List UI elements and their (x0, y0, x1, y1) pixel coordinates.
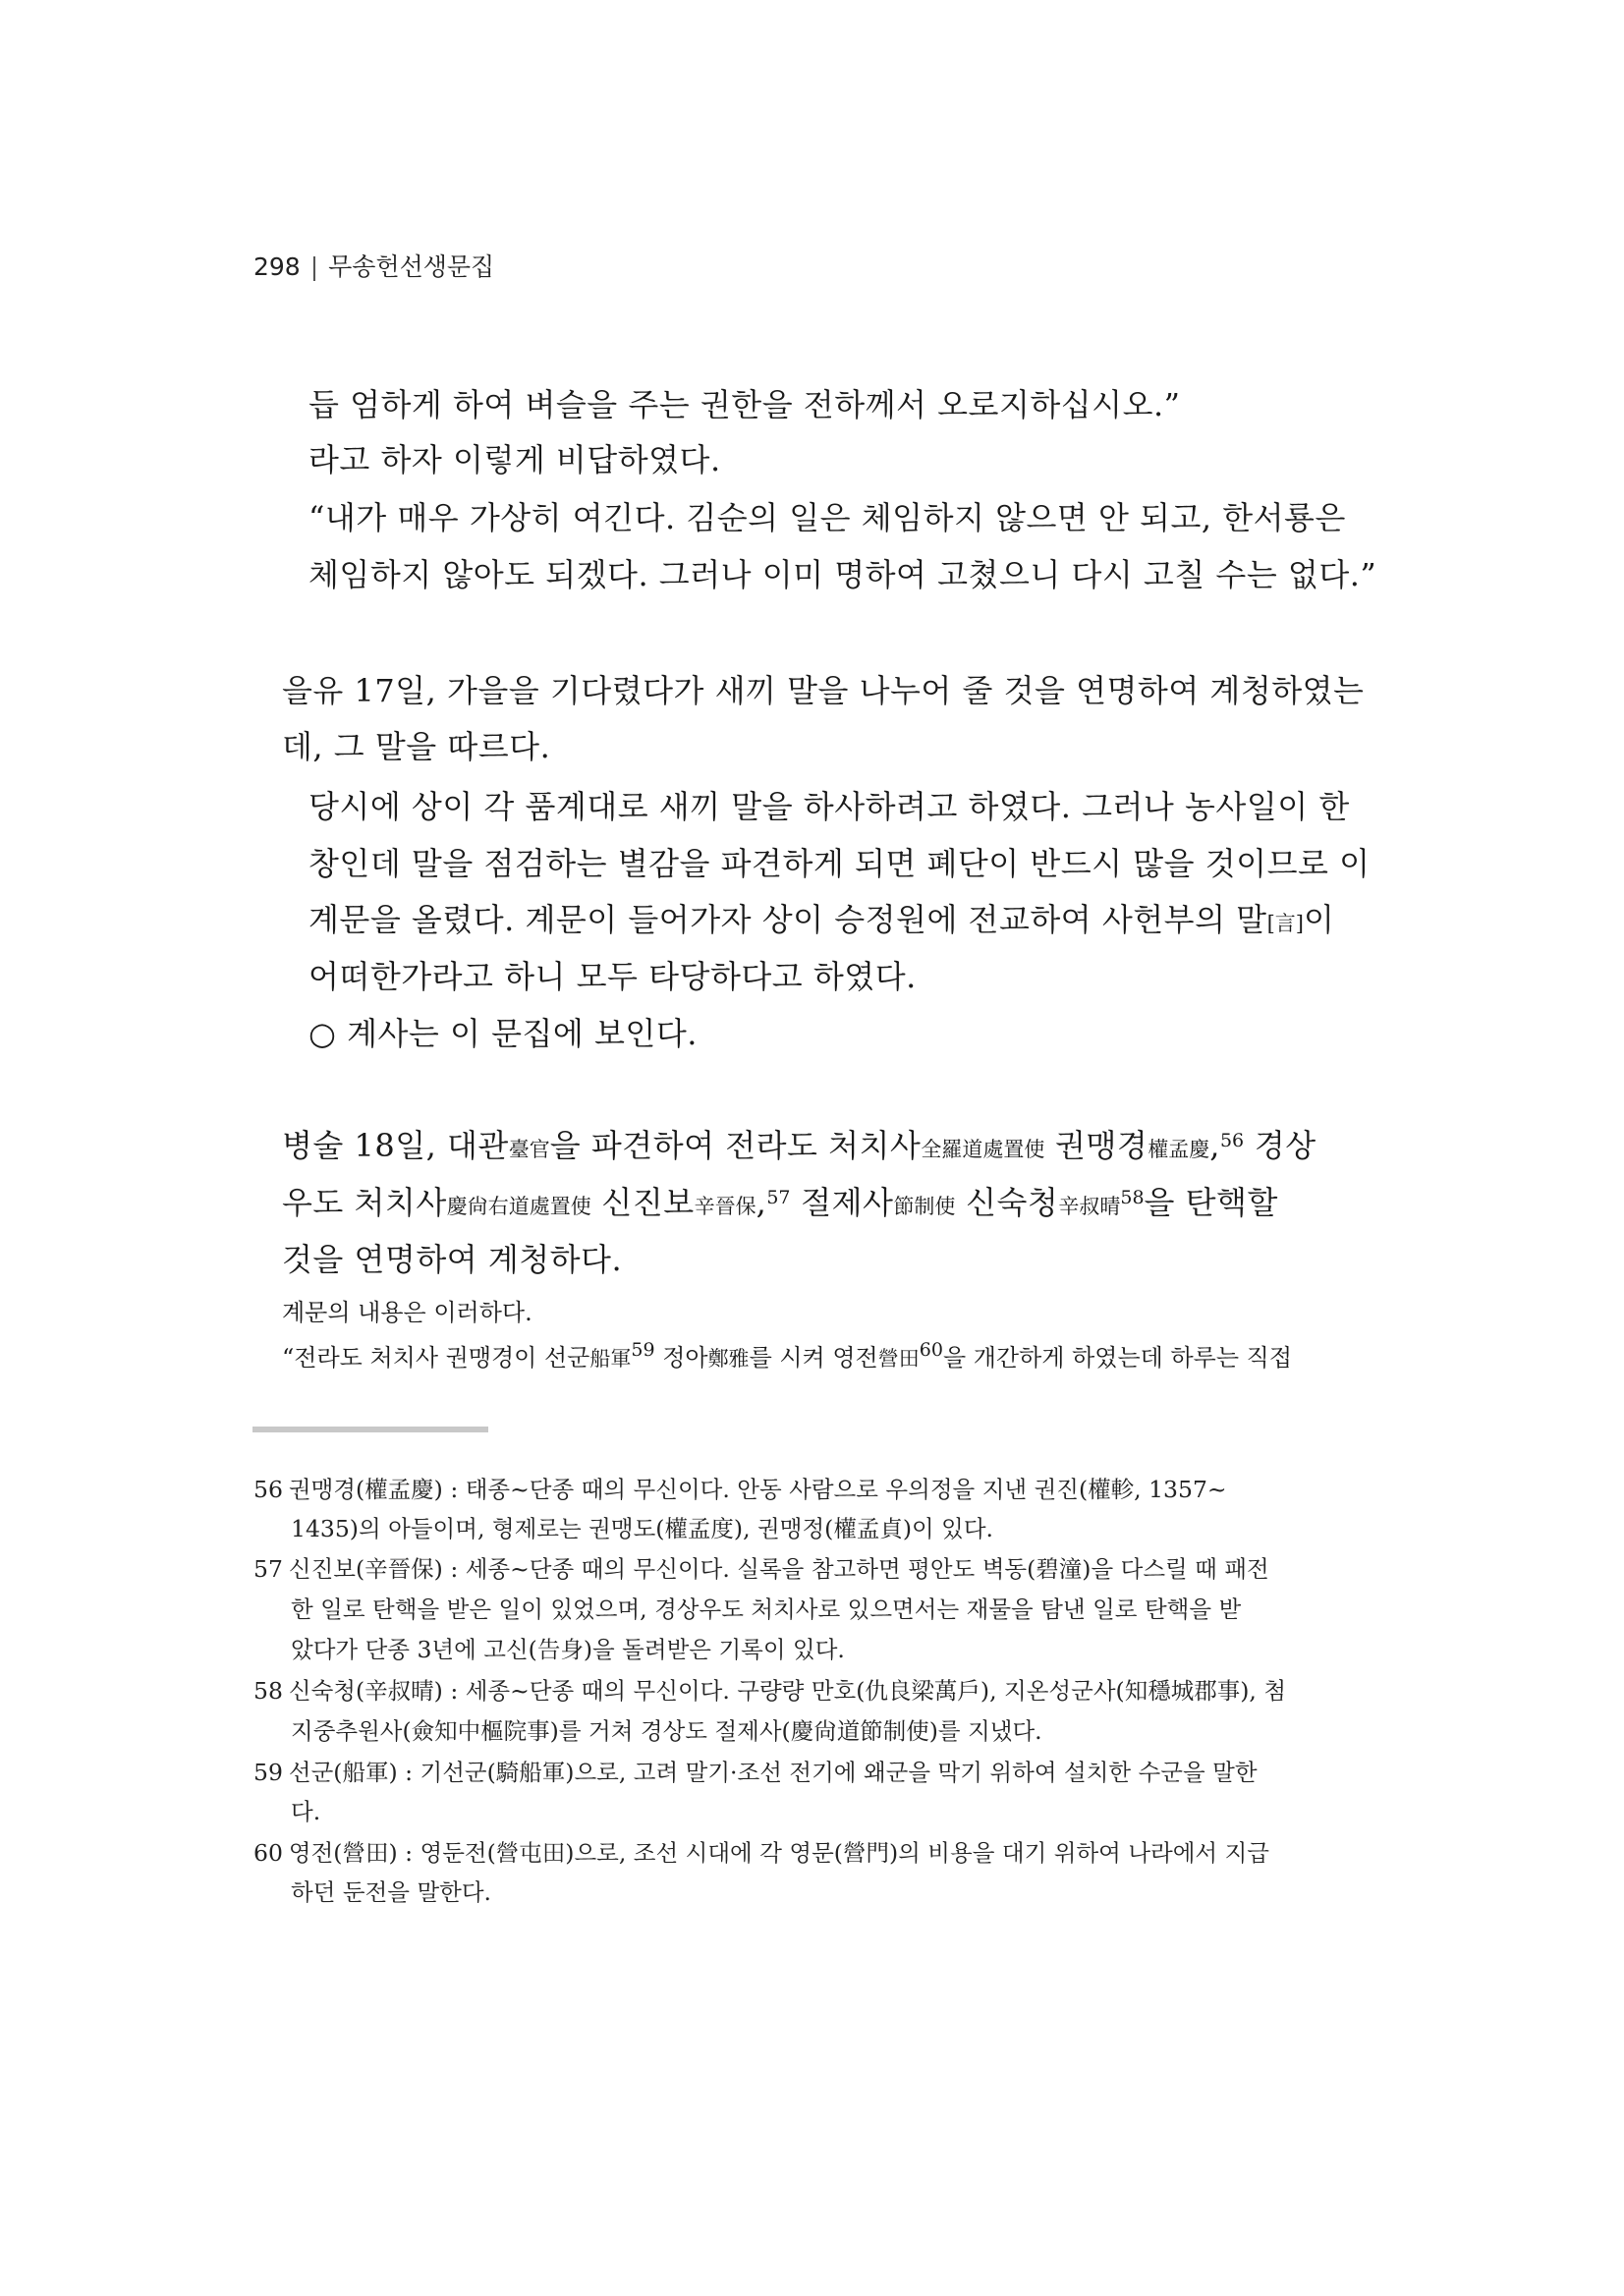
footnote-text: 신진보(辛晉保) : 세종~단종 때의 무신이다. 실록을 참고하면 평안도 벽동(碧潼)을 다스릴 때 패전 (288, 1555, 1269, 1583)
footnote-number: 56 (253, 1476, 283, 1503)
footnote-number: 59 (253, 1759, 283, 1786)
footnote-text: 다. (291, 1798, 321, 1825)
memorial-intro: 계문의 내용은 이러하다. (282, 1299, 532, 1326)
footnote-text: 선군(船軍) : 기선군(騎船軍)으로, 고려 말기·조선 전기에 왜군을 막기 위하여 설치한 수군을 말한 (288, 1759, 1258, 1786)
entry-detail-line: 창인데 말을 점검하는 별감을 파견하게 되면 폐단이 반드시 많을 것이므로 이 (308, 845, 1371, 882)
body-line: 듭 엄하게 하여 벼슬을 주는 권한을 전하께서 오로지하십시오.” (308, 386, 1181, 423)
entry-detail-line: 당시에 상이 각 품계대로 새끼 말을 하사하려고 하였다. 그러나 농사일이 한 (308, 788, 1350, 825)
footnote-marker[interactable]: 58 (1120, 1187, 1145, 1208)
entry-heading-line: 병술 18일, 대관臺官을 파견하여 전라도 처치사全羅道處置使 권맹경權孟慶,$^{56}$ 경상 (282, 1127, 1316, 1164)
footnote-text: 았다가 단종 3년에 고신(告身)을 돌려받은 기록이 있다. (291, 1636, 845, 1663)
body-line: “내가 매우 가상히 여긴다. 김순의 일은 체임하지 않으면 안 되고, 한서룡은 (308, 499, 1346, 536)
footnote-divider (252, 1427, 488, 1432)
hanja-gloss: 全羅道處置使 (921, 1138, 1045, 1161)
entry-heading-line: 데, 그 말을 따르다. (282, 728, 551, 765)
hanja-gloss: 節制使 (893, 1195, 956, 1218)
footnote-56 (253, 1471, 1227, 1504)
hanja-gloss: 營田 (877, 1347, 920, 1371)
footnote-marker[interactable]: 56 (1219, 1130, 1245, 1151)
body-line: 체임하지 않아도 되겠다. 그러나 이미 명하여 고쳤으니 다시 고칠 수는 없다.” (308, 556, 1377, 593)
entry-heading-line: 우도 처치사慶尙右道處置使 신진보辛晉保,$^{57}$ 절제사節制使 신숙청辛叔晴$^{58}$을 탄핵할 (282, 1184, 1278, 1221)
footnote-text: 1435)의 아들이며, 형제로는 권맹도(權孟度), 권맹정(權孟貞)이 있다. (291, 1515, 994, 1542)
entry-heading-line: 을유 17일, 가을을 기다렸다가 새끼 말을 나누어 줄 것을 연명하여 계청하였는 (282, 672, 1365, 709)
hanja-gloss: 權孟慶 (1148, 1138, 1210, 1161)
hanja-gloss: [言] (1266, 912, 1304, 935)
footnote-text: 영전(營田) : 영둔전(營屯田)으로, 조선 시대에 각 영문(營門)의 비용을 대기 위하여 나라에서 지급 (288, 1839, 1270, 1867)
footnote-58 (253, 1672, 1286, 1706)
hanja-gloss: 鄭雅 (707, 1347, 750, 1371)
entry-detail-line: 계문을 올렸다. 계문이 들어가자 상이 승정원에 전교하여 사헌부의 말[言]이 (308, 901, 1335, 938)
hanja-gloss: 慶尙右道處置使 (446, 1195, 591, 1218)
book-title: 무송헌선생문집 (328, 252, 495, 281)
footnote-number: 60 (253, 1839, 283, 1867)
footnote-number: 57 (253, 1555, 283, 1583)
footnote-marker[interactable]: 57 (766, 1187, 791, 1208)
footnote-59 (253, 1754, 1258, 1787)
hanja-gloss: 辛叔晴 (1058, 1195, 1121, 1218)
body-line: 라고 하자 이렇게 비답하였다. (308, 441, 721, 478)
entry-heading-line: 것을 연명하여 계청하다. (282, 1241, 623, 1278)
footnote-text: 신숙청(辛叔晴) : 세종~단종 때의 무신이다. 구량량 만호(仇良梁萬戶), 지온성군사(知穩城郡事), 첨 (288, 1677, 1287, 1705)
footnote-text: 하던 둔전을 말한다. (291, 1878, 492, 1906)
footnote-marker[interactable]: 59 (631, 1339, 655, 1361)
footnote-number: 58 (253, 1677, 283, 1705)
header-separator: | (309, 252, 319, 281)
footnote-marker[interactable]: 60 (919, 1339, 943, 1361)
hanja-gloss: 臺官 (508, 1138, 550, 1161)
entry-note-line: ○ 계사는 이 문집에 보인다. (308, 1015, 698, 1052)
hanja-gloss: 辛晉保 (694, 1195, 756, 1218)
footnote-60 (253, 1834, 1269, 1868)
footnote-57 (253, 1550, 1269, 1584)
footnote-text: 한 일로 탄핵을 받은 일이 있었으며, 경상우도 처치사로 있으면서는 재물을 탐낸 일로 탄핵을 받 (291, 1596, 1242, 1623)
running-header (253, 248, 494, 283)
page-number: 298 (253, 252, 301, 281)
hanja-gloss: 船軍 (589, 1347, 632, 1371)
memorial-quote-line: “전라도 처치사 권맹경이 선군船軍$^{59}$ 정아鄭雅를 시켜 영전營田$^{60}$을 개간하게 하였는데 하루는 직접 (282, 1339, 1293, 1372)
footnote-text: 권맹경(權孟慶) : 태종~단종 때의 무신이다. 안동 사람으로 우의정을 지낸 권진(權軫, 1357~ (288, 1476, 1227, 1503)
footnote-text: 지중추원사(僉知中樞院事)를 거쳐 경상도 절제사(慶尙道節制使)를 지냈다. (291, 1717, 1042, 1745)
entry-detail-line: 어떠한가라고 하니 모두 타당하다고 하였다. (308, 958, 917, 995)
